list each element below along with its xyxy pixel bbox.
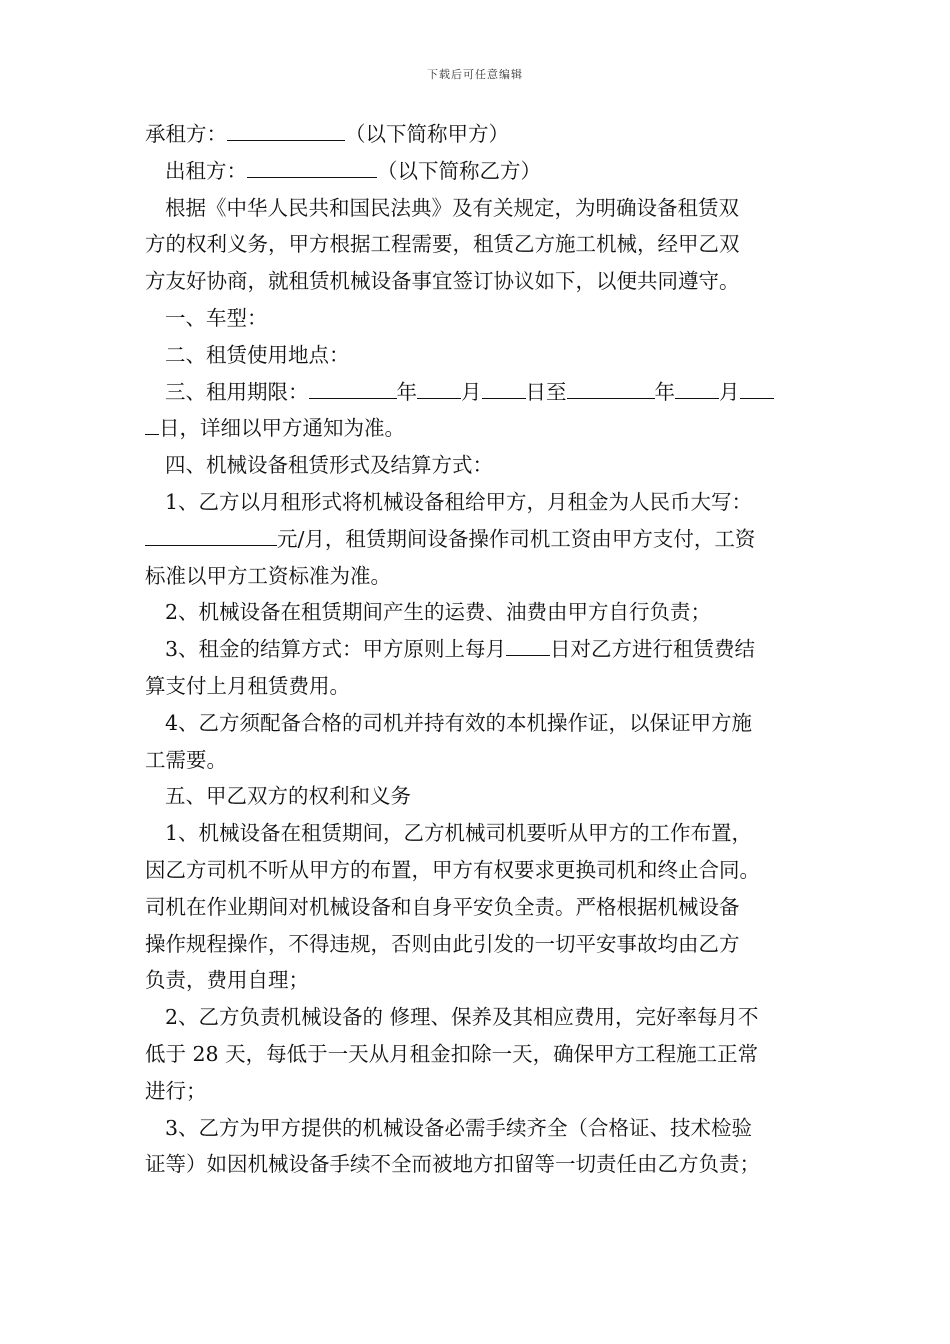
day-to-label: 日至 (525, 379, 567, 404)
lessor-alias: （以下简称乙方） (377, 158, 541, 183)
start-day-blank[interactable] (482, 378, 526, 399)
clause-4-4-line-2: 工需要。 (145, 747, 227, 772)
section-2-location: 二、租赁使用地点： (165, 342, 350, 367)
start-month-blank[interactable] (417, 378, 461, 399)
section-5-heading: 五、甲乙双方的权利和义务 (165, 784, 411, 809)
lessee-alias: （以下简称甲方） (345, 122, 509, 146)
settlement-day-blank[interactable] (506, 635, 550, 656)
clause-4-1-line-3: 标准以甲方工资标准为准。 (145, 563, 391, 588)
month-label-2: 月 (719, 379, 740, 404)
clause-5-1-line-1: 1、机械设备在租赁期间，乙方机械司机要听从甲方的工作布置， (165, 821, 753, 846)
clause-4-2: 2、机械设备在租赁期间产生的运费、油费由甲方自行负责； (165, 600, 712, 625)
clause-4-1-line-2 (145, 521, 813, 558)
lessor-name-blank[interactable] (247, 157, 377, 178)
end-year-blank[interactable] (567, 378, 655, 399)
settlement-text-b: 日对乙方进行租赁费结 (550, 637, 756, 662)
contract-body (145, 116, 813, 1183)
lessee-name-blank[interactable] (227, 120, 345, 141)
settlement-text-a: 3、租金的结算方式：甲方原则上每月 (165, 637, 507, 662)
year-label: 年 (396, 379, 417, 404)
section-3-term-cont (145, 410, 813, 447)
preamble-line-1: 根据《中华人民共和国民法典》及有关规定，为明确设备租赁双 (165, 195, 739, 220)
clause-5-1-line-5: 负责，费用自理； (145, 968, 309, 993)
clause-5-2-line-2: 低于 28 天，每低于一天从月租金扣除一天，确保甲方工程施工正常 (145, 1041, 759, 1066)
term-note: 日，详细以甲方通知为准。 (159, 416, 405, 441)
clause-5-2-line-1: 2、乙方负责机械设备的 修理、保养及其相应费用，完好率每月不 (165, 1005, 759, 1030)
clause-5-1-line-4: 操作规程操作，不得违规，否则由此引发的一切平安事故均由乙方 (145, 931, 740, 956)
preamble-line-2: 方的权利义务，甲方根据工程需要，租赁乙方施工机械，经甲乙双 (145, 232, 740, 257)
lessor-label: 出租方： (165, 158, 247, 183)
monthly-rent-blank[interactable] (145, 525, 277, 546)
lessee-label: 承租方： (145, 122, 227, 146)
clause-5-1-line-3: 司机在作业期间对机械设备和自身平安负全责。严格根据机械设备 (145, 894, 740, 919)
end-day-blank-part1[interactable] (740, 378, 774, 399)
end-month-blank[interactable] (675, 378, 719, 399)
clause-5-3-line-2: 证等）如因机械设备手续不全而被地方扣留等一切责任由乙方负责； (145, 1152, 760, 1177)
month-label: 月 (461, 379, 482, 404)
section-4-heading: 四、机械设备租赁形式及结算方式： (165, 453, 493, 478)
section-1-vehicle-type: 一、车型： (165, 305, 268, 330)
header-note: 下载后可任意编辑 (427, 68, 523, 81)
clause-4-4-line-1: 4、乙方须配备合格的司机并持有效的本机操作证，以保证甲方施 (165, 710, 753, 735)
clause-5-3-line-1: 3、乙方为甲方提供的机械设备必需手续齐全（合格证、技术检验 (165, 1115, 753, 1140)
end-day-blank-part2[interactable] (145, 414, 159, 435)
year-label-2: 年 (654, 379, 675, 404)
lessor-line (145, 153, 813, 190)
clause-5-1-line-2: 因乙方司机不听从甲方的布置，甲方有权要求更换司机和终止合同。 (145, 857, 760, 882)
clause-4-3-line-2: 算支付上月租赁费用。 (145, 673, 350, 698)
section-3-term (145, 374, 813, 411)
clause-4-3-line-1 (145, 631, 813, 668)
term-label: 三、租用期限： (165, 379, 309, 404)
start-year-blank[interactable] (309, 378, 397, 399)
monthly-rent-text: 元/月，租赁期间设备操作司机工资由甲方支付，工资 (277, 526, 756, 551)
clause-5-2-line-3: 进行； (145, 1078, 207, 1103)
preamble-line-3: 方友好协商，就租赁机械设备事宜签订协议如下，以便共同遵守。 (145, 269, 740, 294)
clause-4-1-line-1: 1、乙方以月租形式将机械设备租给甲方，月租金为人民币大写： (165, 489, 753, 514)
lessee-line (145, 116, 813, 153)
